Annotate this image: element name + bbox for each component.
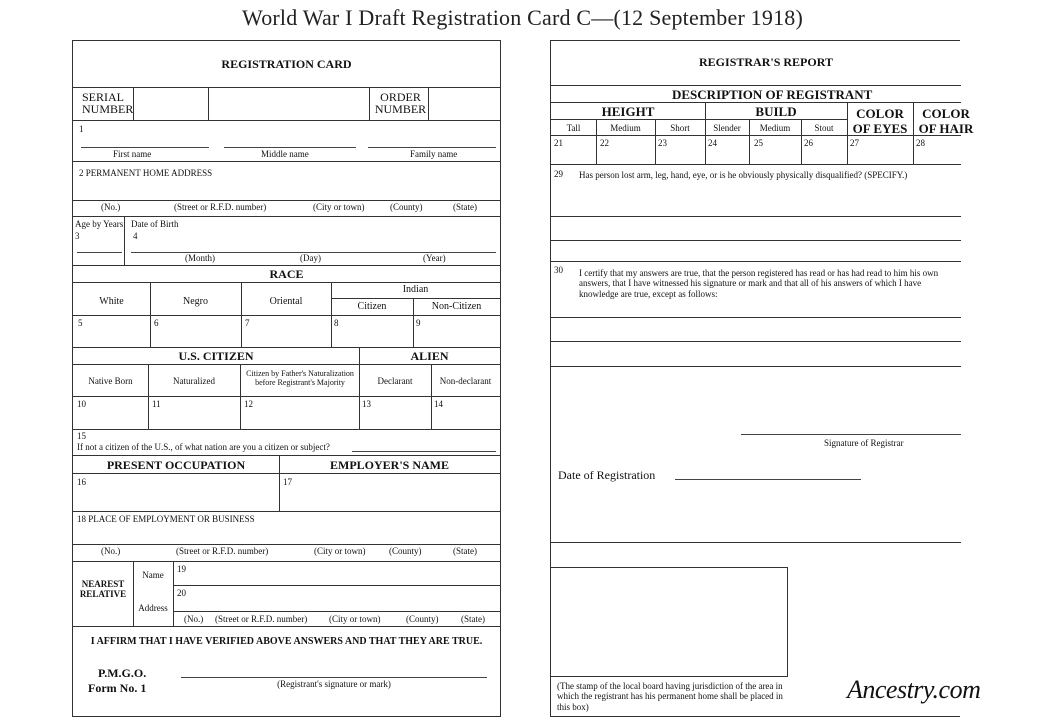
build-slender: Slender — [713, 123, 741, 133]
field-20-number: 20 — [177, 588, 186, 598]
order-number-label: ORDER NUMBER — [374, 90, 427, 116]
race-heading: RACE — [269, 267, 304, 281]
field-12-number: 12 — [244, 399, 253, 409]
age-label: Age by Years — [75, 219, 124, 229]
field-26-number: 26 — [804, 138, 813, 148]
declarant: Declarant — [377, 376, 413, 386]
dob-day: (Day) — [300, 253, 321, 263]
present-occupation-heading: PRESENT OCCUPATION — [106, 458, 246, 472]
field-11-number: 11 — [152, 399, 161, 409]
color-of-hair-heading: COLOR OF HAIR — [918, 106, 974, 136]
field-5-number: 5 — [78, 318, 83, 328]
field-3-number: 3 — [75, 231, 80, 241]
field-25-number: 25 — [754, 138, 763, 148]
form-number-label: Form No. 1 — [88, 681, 147, 695]
dob-month: (Month) — [185, 253, 215, 263]
relative-name-label: Name — [142, 570, 164, 580]
race-white: White — [99, 296, 124, 307]
alien-heading: ALIEN — [410, 349, 449, 363]
naturalized: Naturalized — [173, 376, 215, 386]
field-10-number: 10 — [77, 399, 86, 409]
rel-addr-no: (No.) — [184, 614, 204, 624]
q30-text: I certify that my answers are true, that the person registered has read or has had read to him his own answers, that I have witnessed his signature or mark and that all of his answers of which I have knowledge are true, except as follows: — [579, 268, 939, 299]
height-medium: Medium — [610, 123, 641, 133]
field-2-label: 2 PERMANENT HOME ADDRESS — [79, 168, 213, 178]
field-1-number: 1 — [79, 124, 84, 134]
affirmation-text: I AFFIRM THAT I HAVE VERIFIED ABOVE ANSWERS AND THAT THEY ARE TRUE. — [90, 636, 483, 647]
race-noncitizen: Non-Citizen — [431, 301, 482, 312]
emp-addr-county: (County) — [389, 546, 422, 556]
registration-card — [72, 40, 501, 717]
emp-addr-city: (City or town) — [314, 546, 366, 556]
height-short: Short — [670, 123, 690, 133]
q29-text: Has person lost arm, leg, hand, eye, or is he obviously physically disqualified? (SPECIFY.) — [579, 170, 908, 180]
build-stout: Stout — [814, 123, 834, 133]
field-21-number: 21 — [554, 138, 563, 148]
middle-name-label: Middle name — [261, 149, 309, 159]
signature-of-registrar-label: Signature of Registrar — [824, 438, 904, 448]
emp-addr-street: (Street or R.F.D. number) — [176, 546, 269, 556]
field-8-number: 8 — [334, 318, 339, 328]
field-14-number: 14 — [434, 399, 443, 409]
height-tall: Tall — [566, 123, 581, 133]
pmgo-label: P.M.G.O. — [98, 666, 147, 680]
race-oriental: Oriental — [269, 296, 303, 307]
home-addr-city: (City or town) — [313, 202, 365, 212]
race-negro: Negro — [183, 296, 208, 307]
rel-addr-county: (County) — [406, 614, 439, 624]
field-7-number: 7 — [245, 318, 250, 328]
rel-addr-street: (Street or R.F.D. number) — [215, 614, 308, 624]
field-19-number: 19 — [177, 564, 186, 574]
dob-year: (Year) — [423, 253, 446, 263]
field-28-number: 28 — [916, 138, 925, 148]
race-citizen: Citizen — [357, 301, 387, 312]
field-15-number: 15 — [77, 431, 86, 441]
description-heading: DESCRIPTION OF REGISTRANT — [672, 87, 873, 102]
home-addr-street: (Street or R.F.D. number) — [174, 202, 267, 212]
registration-card-heading: REGISTRATION CARD — [221, 57, 352, 71]
field-17-number: 17 — [283, 477, 292, 487]
home-addr-no: (No.) — [101, 202, 121, 212]
build-heading: BUILD — [755, 104, 797, 119]
us-citizen-heading: U.S. CITIZEN — [178, 349, 254, 363]
color-of-eyes-heading: COLOR OF EYES — [852, 106, 908, 136]
serial-number-label: SERIAL NUMBER — [82, 90, 134, 116]
field-16-number: 16 — [77, 477, 86, 487]
field-29-number: 29 — [554, 169, 563, 179]
home-addr-county: (County) — [390, 202, 423, 212]
stamp-box — [551, 567, 788, 677]
field-23-number: 23 — [658, 138, 667, 148]
field-27-number: 27 — [850, 138, 859, 148]
field-6-number: 6 — [154, 318, 159, 328]
employers-name-heading: EMPLOYER'S NAME — [329, 458, 449, 472]
relative-address-label: Address — [138, 603, 168, 613]
field-22-number: 22 — [600, 138, 609, 148]
field-18-label: 18 PLACE OF EMPLOYMENT OR BUSINESS — [77, 514, 255, 524]
field-24-number: 24 — [708, 138, 717, 148]
field-9-number: 9 — [416, 318, 421, 328]
emp-addr-no: (No.) — [101, 546, 121, 556]
father-naturalization: Citizen by Father's Naturalization before Registrant's Majority — [246, 369, 354, 388]
q15-text: If not a citizen of the U.S., of what nation are you a citizen or subject? — [77, 442, 330, 452]
date-of-registration-label: Date of Registration — [558, 468, 656, 482]
stamp-note: (The stamp of the local board having jurisdiction of the area in which the registrant has his permanent home shall be placed in this box) — [557, 681, 783, 712]
race-indian: Indian — [402, 284, 429, 295]
ancestry-logo: Ancestry.com — [847, 675, 981, 704]
page-title: World War I Draft Registration Card C—(12 September 1918) — [242, 5, 803, 30]
first-name-label: First name — [113, 149, 152, 159]
native-born: Native Born — [88, 376, 133, 386]
family-name-label: Family name — [410, 149, 458, 159]
nearest-relative-label: NEAREST RELATIVE — [79, 579, 127, 600]
field-4-number: 4 — [133, 231, 138, 241]
rel-addr-state: (State) — [461, 614, 485, 624]
registrant-signature-label: (Registrant's signature or mark) — [277, 679, 391, 689]
rel-addr-city: (City or town) — [329, 614, 381, 624]
field-13-number: 13 — [362, 399, 371, 409]
emp-addr-state: (State) — [453, 546, 477, 556]
height-heading: HEIGHT — [601, 104, 655, 119]
build-medium: Medium — [759, 123, 791, 133]
registrars-report-card — [550, 40, 981, 717]
dob-label: Date of Birth — [131, 219, 179, 229]
non-declarant: Non-declarant — [439, 376, 492, 386]
registrars-report-heading: REGISTRAR'S REPORT — [699, 55, 833, 69]
field-30-number: 30 — [554, 265, 563, 275]
home-addr-state: (State) — [453, 202, 477, 212]
